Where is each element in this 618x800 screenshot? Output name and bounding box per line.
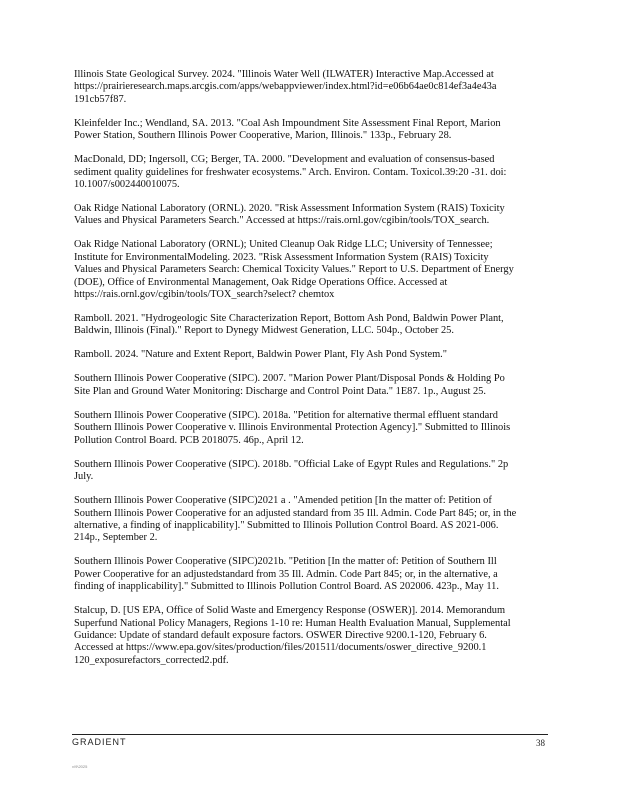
reference-line: Southern Illinois Power Cooperative (SIPC). 2007. "Marion Power Plant/Disposal Ponds & Holding Po bbox=[74, 373, 505, 385]
footer-code: v\9\2025 bbox=[72, 764, 88, 769]
reference-line: Institute for EnvironmentalModeling. 2023. "Risk Assessment Information System (RAIS) Toxicity bbox=[74, 251, 489, 263]
reference-line: MacDonald, DD; Ingersoll, CG; Berger, TA. 2000. "Development and evaluation of consensus-based bbox=[74, 154, 495, 166]
reference-line: Oak Ridge National Laboratory (ORNL). 2020. "Risk Assessment Information System (RAIS) Toxicity bbox=[74, 203, 505, 215]
reference-line: Guidance: Update of standard default exposure factors. OSWER Directive 9200.1-120, February 6. bbox=[74, 629, 487, 641]
reference-entry bbox=[74, 410, 560, 447]
reference-list bbox=[74, 69, 560, 679]
reference-entry bbox=[74, 69, 560, 106]
reference-entry bbox=[74, 239, 560, 301]
reference-line: https://prairieresearch.maps.arcgis.com/apps/webappviewer/index.html?id=e06b64ae0c814ef3a4e43a bbox=[74, 81, 497, 93]
reference-line: Southern Illinois Power Cooperative (SIPC)2021 a . "Amended petition [In the matter of: Petition of bbox=[74, 495, 492, 507]
reference-entry bbox=[74, 313, 560, 338]
reference-line: Southern Illinois Power Cooperative v. Illinois Environmental Protection Agency]." Submitted to Illinois bbox=[74, 422, 511, 434]
reference-line: Ramboll. 2021. "Hydrogeologic Site Characterization Report, Bottom Ash Pond, Baldwin Power Plant, bbox=[74, 313, 504, 325]
footer-logo: GRADIENT bbox=[72, 737, 127, 747]
reference-entry bbox=[74, 605, 560, 667]
reference-line: Southern Illinois Power Cooperative (SIPC). 2018b. "Official Lake of Egypt Rules and Regulations." 2p bbox=[74, 458, 509, 470]
reference-line: 214p., September 2. bbox=[74, 532, 158, 544]
reference-entry bbox=[74, 154, 560, 191]
reference-line: Illinois State Geological Survey. 2024. "Illinois Water Well (ILWATER) Interactive Map.Accessed at bbox=[74, 69, 494, 80]
reference-entry bbox=[74, 373, 560, 398]
reference-line: Ramboll. 2024. "Nature and Extent Report, Baldwin Power Plant, Fly Ash Pond System." bbox=[74, 349, 448, 361]
reference-line: Stalcup, D. [US EPA, Office of Solid Waste and Emergency Response (OSWER)]. 2014. Memorandum bbox=[74, 605, 506, 617]
reference-line: 191cb57f87. bbox=[74, 93, 127, 105]
reference-line: Values and Physical Parameters Search: Chemical Toxicity Values." Report to U.S. Department of Energy bbox=[74, 264, 514, 276]
reference-entry bbox=[74, 459, 560, 484]
reference-line: Pollution Control Board. PCB 2018075. 46p., April 12. bbox=[74, 434, 304, 446]
reference-line: Power Station, Southern Illinois Power Cooperative, Marion, Illinois." 133p., February 28. bbox=[74, 130, 452, 142]
reference-line: Southern Illinois Power Cooperative (SIPC)2021b. "Petition [In the matter of: Petition of Southern Ill bbox=[74, 556, 497, 568]
reference-line: Power Cooperative for an adjustedstandard from 35 Ill. Admin. Code Part 845; or, in the alternative, a bbox=[74, 568, 498, 580]
reference-line: alternative, a finding of inapplicability]." Submitted to Illinois Pollution Control Board. AS 2021-006. bbox=[74, 519, 499, 531]
reference-entry bbox=[74, 495, 560, 545]
reference-line: Superfund National Policy Managers, Regions 1-10 re: Human Health Evaluation Manual, Supplemental bbox=[74, 617, 511, 629]
reference-line: Oak Ridge National Laboratory (ORNL); United Cleanup Oak Ridge LLC; University of Tennessee; bbox=[74, 239, 493, 251]
reference-line: (DOE), Office of Environmental Management, Oak Ridge Operations Office. Accessed at bbox=[74, 276, 448, 288]
footer-rule bbox=[72, 734, 548, 735]
reference-line: Accessed at https://www.epa.gov/sites/production/files/201511/documents/oswer_directive_9200.1 bbox=[74, 642, 487, 654]
page-number: 38 bbox=[536, 738, 545, 748]
reference-line: Kleinfelder Inc.; Wendland, SA. 2013. "Coal Ash Impoundment Site Assessment Final Report, Marion bbox=[74, 117, 501, 129]
reference-entry bbox=[74, 203, 560, 228]
reference-line: Values and Physical Parameters Search." Accessed at https://rais.ornl.gov/cgibin/tools/TOX_search. bbox=[74, 215, 490, 227]
reference-line: https://rais.ornl.gov/cgibin/tools/TOX_search?select? chemtox bbox=[74, 289, 335, 301]
reference-line: July. bbox=[74, 471, 94, 483]
reference-line: Site Plan and Ground Water Monitoring: Discharge and Control Point Data." 1E87. 1p., August 25. bbox=[74, 385, 486, 397]
reference-entry bbox=[74, 556, 560, 593]
reference-line: sediment quality guidelines for freshwater ecosystems." Arch. Environ. Contam. Toxicol.39:20 -31. doi: bbox=[74, 166, 507, 178]
reference-line: Southern Illinois Power Cooperative for an adjusted standard from 35 Ill. Admin. Code Part 845; or, in the bbox=[74, 507, 517, 519]
reference-entry bbox=[74, 349, 560, 361]
reference-line: Southern Illinois Power Cooperative (SIPC). 2018a. "Petition for alternative thermal effluent standard bbox=[74, 409, 498, 421]
reference-entry bbox=[74, 118, 560, 143]
reference-line: 10.1007/s002440010075. bbox=[74, 179, 180, 191]
reference-line: Baldwin, Illinois (Final)." Report to Dynegy Midwest Generation, LLC. 504p., October 25. bbox=[74, 325, 454, 337]
reference-line: 120_exposurefactors_corrected2.pdf. bbox=[74, 654, 229, 666]
reference-line: finding of inapplicability]." Submitted to Illinois Pollution Control Board. AS 202006. 423p., May 11. bbox=[74, 581, 499, 593]
